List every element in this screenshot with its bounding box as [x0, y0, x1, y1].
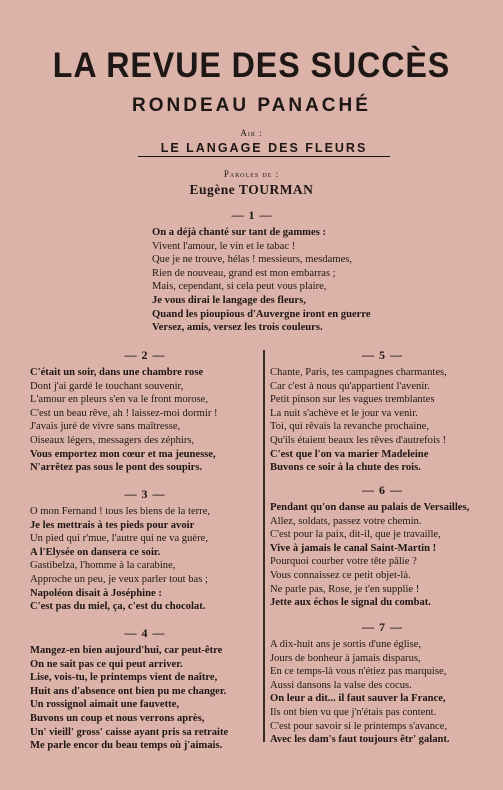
stanza-number: — 5 —: [362, 348, 403, 362]
verse-line: O mon Fernand ! tous les biens de la terre,: [30, 506, 211, 517]
page-subtitle: RONDEAU PANACHÉ: [132, 95, 371, 116]
verse-line: Aussi dansons la valse des cocus.: [270, 679, 412, 691]
stanza-number: — 6 —: [362, 483, 403, 497]
verse-line: Vive à jamais le canal Saint-Martin !: [270, 542, 437, 554]
verse-line: Je les mettrais à tes pieds pour avoir: [30, 519, 195, 531]
stanza-1: [152, 208, 392, 335]
stanza-number: — 7 —: [362, 620, 403, 634]
verse-line: C'est pour savoir si le printemps s'avance,: [270, 720, 448, 732]
verse-line: Avec les dam's faut toujours êtr' galant.: [270, 734, 450, 746]
page-title: LA REVUE DES SUCCÈS: [52, 46, 451, 85]
verse-line: On a déjà chanté sur tant de gammes :: [152, 227, 327, 238]
verse-line: J'avais juré de vivre sans maîtresse,: [30, 421, 181, 433]
stanza-lines: [270, 501, 495, 610]
stanza-lines: [30, 644, 260, 753]
verse-line: Je vous dirai le langage des fleurs,: [152, 294, 306, 306]
verse-line: Un rossignol aimait une fauvette,: [30, 699, 180, 711]
verse-line: Qu'ils étaient beaux les rêves d'autrefois !: [270, 434, 447, 446]
stanza-lines: [270, 366, 495, 475]
verse-line: Jette aux échos le signal du combat.: [270, 597, 431, 609]
verse-line: Un' vieill' gross' caisse ayant pris sa retraite: [30, 726, 229, 738]
verse-line: La nuit s'achève et le jour va venir.: [270, 407, 418, 419]
verse-line: Ils ont bien vu que j'n'étais pas content.: [270, 706, 437, 718]
air-label: Air :: [240, 128, 263, 138]
paroles-label: Paroles de :: [223, 169, 280, 179]
verse-line: L'amour en pleurs s'en va le front morose,: [30, 394, 208, 406]
verse-line: Napoléon disait à Joséphine :: [30, 587, 162, 599]
verse-line: Pourquoi courber votre tête pâlie ?: [270, 556, 417, 568]
stanza-lines: [152, 226, 392, 335]
verse-line: Gastibelza, l'homme à la carabine,: [30, 560, 176, 572]
verse-line: Vous emportez mon cœur et ma jeunesse,: [30, 448, 216, 460]
verse-line: Approche un peu, je veux parler tout bas ;: [30, 573, 208, 585]
verse-line: Buvons un coup et nous verrons après,: [30, 712, 205, 724]
verse-line: Car c'est à nous qu'appartient l'avenir.: [270, 380, 430, 392]
verse-line: Buvons ce soir à la chute des rois.: [270, 462, 421, 474]
stanza-lines: [30, 366, 260, 475]
air-title: LE LANGAGE DES FLEURS: [138, 141, 390, 157]
stanza-4: [30, 626, 260, 753]
verse-line: C'était un soir, dans une chambre rose: [30, 367, 204, 378]
verse-line: Oiseaux légers, messagers des zéphirs,: [30, 434, 195, 446]
verse-line: Pendant qu'on danse au palais de Versailles,: [270, 502, 470, 513]
verse-line: C'est un beau rêve, ah ! laissez-moi dormir !: [30, 407, 218, 419]
verse-line: Toi, qui rêvais la revanche prochaine,: [270, 421, 429, 433]
stanza-lines: [270, 638, 495, 747]
stanza-number: — 2 —: [124, 348, 166, 362]
verse-line: Rien de nouveau, grand est mon embarras ;: [152, 267, 336, 279]
stanza-6: [270, 483, 495, 610]
stanza-5: [270, 348, 495, 475]
verse-line: Un pied qui r'mue, l'autre qui ne va guère,: [30, 533, 208, 545]
verse-line: A dix-huit ans je sortis d'une église,: [270, 639, 422, 650]
author-name: Eugène TOURMAN: [189, 182, 314, 197]
verse-line: On ne sait pas ce qui peut arriver.: [30, 658, 183, 670]
verse-line: A l'Elysée on dansera ce soir.: [30, 546, 161, 558]
verse-line: Huit ans d'absence ont bien pu me changer.: [30, 685, 227, 697]
verse-line: Petit pinson sur les vagues tremblantes: [270, 394, 435, 406]
verse-line: Vivent l'amour, le vin et le tabac !: [152, 240, 296, 252]
stanza-2: [30, 348, 260, 475]
verse-line: En ce temps-là vous n'étiez pas marquise,: [270, 666, 447, 678]
verse-line: C'est pas du miel, ça, c'est du chocolat.: [30, 601, 206, 613]
verse-line: Versez, amis, versez les trois couleurs.: [152, 322, 323, 334]
verse-line: Me parle encor du beau temps où j'aimais.: [30, 740, 223, 752]
verse-line: Chante, Paris, tes campagnes charmantes,: [270, 367, 447, 378]
verse-line: Dont j'ai gardé le touchant souvenir,: [30, 380, 184, 392]
verse-line: Jours de bonheur à jamais disparus,: [270, 652, 421, 664]
stanza-number: — 4 —: [124, 626, 166, 640]
verse-line: Ne parle pas, Rose, je t'en supplie !: [270, 583, 420, 595]
verse-line: Que je ne trouve, hélas ! messieurs, mesdames,: [152, 254, 353, 266]
verse-line: C'est que l'on va marier Madeleine: [270, 448, 429, 460]
column-divider: [263, 350, 265, 742]
stanza-number: — 3 —: [124, 487, 166, 501]
verse-line: N'arrêtez pas sous le pont des soupirs.: [30, 462, 203, 474]
stanza-number: — 1 —: [231, 208, 273, 222]
verse-line: Mangez-en bien aujourd'hui, car peut-être: [30, 645, 223, 656]
verse-line: On leur a dit... il faut sauver la France,: [270, 693, 446, 705]
stanza-lines: [30, 505, 260, 614]
verse-line: Vous connaissez ce petit objet-là.: [270, 569, 411, 581]
verse-line: C'est pour la paix, dit-il, que je travaille,: [270, 529, 441, 541]
verse-line: Mais, cependant, si cela peut vous plaire,: [152, 281, 327, 293]
stanza-7: [270, 620, 495, 747]
stanza-3: [30, 487, 260, 614]
verse-line: Lise, vois-tu, le printemps vient de naître,: [30, 672, 218, 684]
verse-line: Allez, soldats, passez votre chemin.: [270, 515, 422, 527]
verse-line: Quand les pioupious d'Auvergne iront en guerre: [152, 308, 371, 320]
